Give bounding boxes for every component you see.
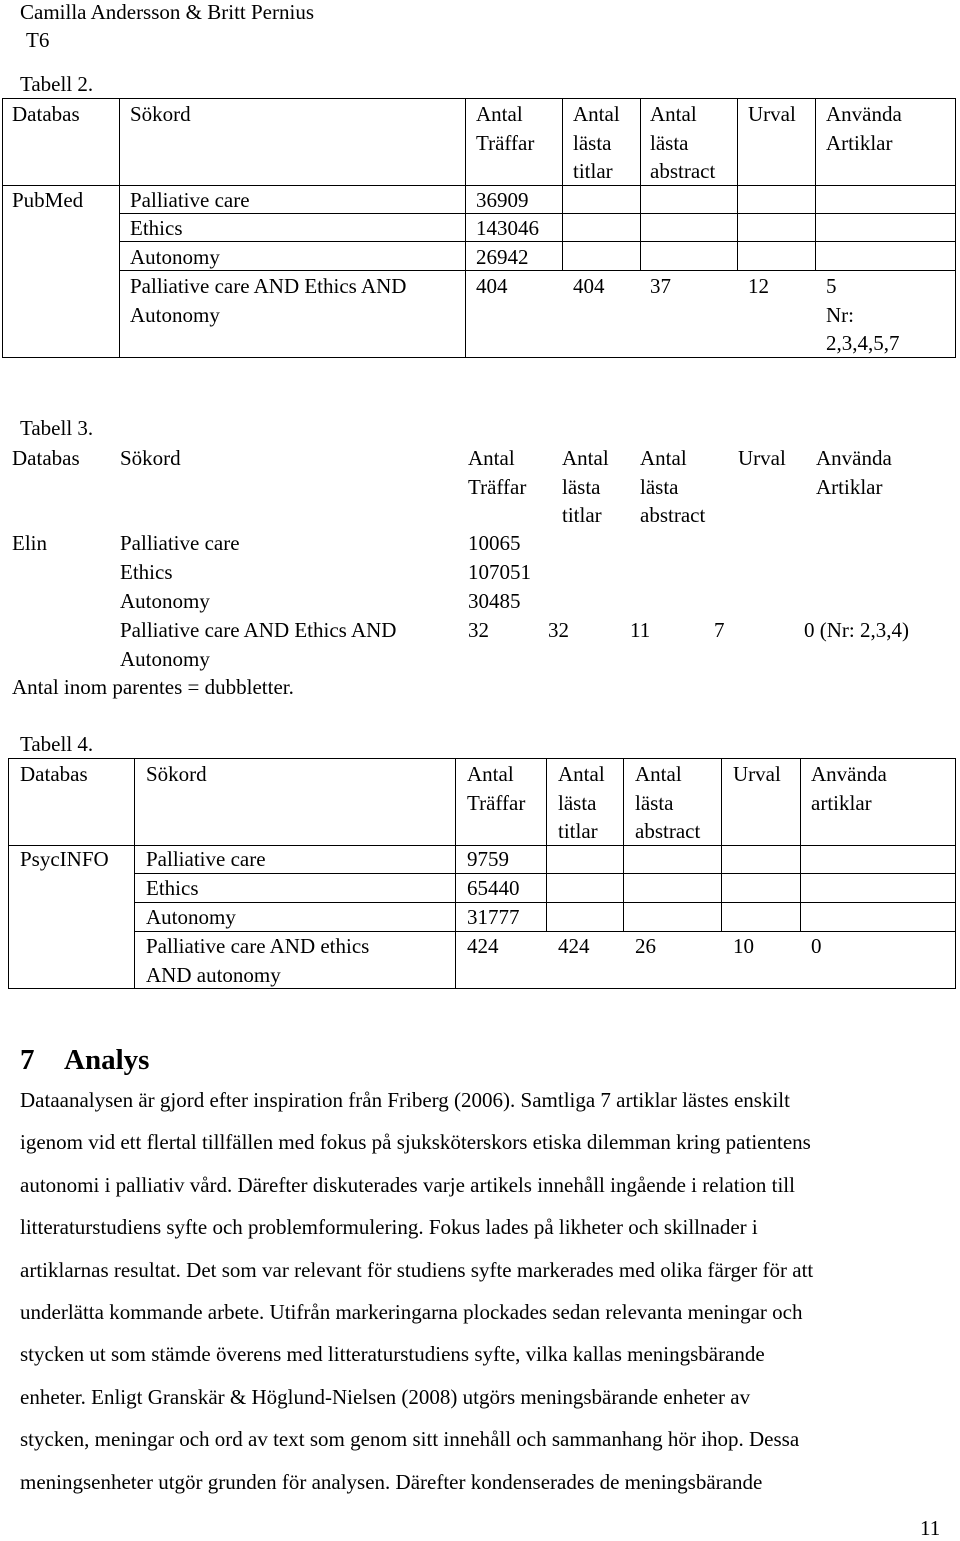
column-header: Antal Träffar: [468, 446, 527, 499]
search-term-cell: Palliative care AND Ethics AND Autonomy: [120, 618, 397, 671]
column-header: Databas: [20, 762, 88, 786]
column-header: Antal Träffar: [467, 762, 526, 815]
hits-cell: 9759: [467, 847, 509, 871]
paragraph-line: autonomi i palliativ vård. Därefter diskuterades varje artikels innehåll ingående i relation till: [20, 1172, 795, 1197]
hits-cell: 107051: [468, 560, 531, 584]
hits-cell: 36909: [476, 188, 529, 212]
column-header: Urval: [748, 102, 796, 126]
search-term-cell: Palliative care AND Ethics AND Autonomy: [130, 274, 407, 327]
paragraph-line: underlätta kommande arbete. Utifrån markeringarna plockades sedan relevanta meningar och: [20, 1300, 803, 1324]
paragraph-line: artiklarnas resultat. Det som var relevant för studiens syfte markerades med olika färger för att: [20, 1257, 814, 1282]
column-header: Antal lästa abstract: [640, 446, 706, 527]
used-articles-cell: 0 (Nr: 2,3,4): [804, 618, 909, 642]
used-articles-cell: 5 Nr: 2,3,4,5,7: [826, 274, 900, 355]
column-header: Antal Träffar: [476, 102, 535, 155]
search-term-cell: Autonomy: [120, 589, 210, 613]
column-header: Sökord: [130, 102, 191, 126]
table-caption: Tabell 2.: [20, 72, 94, 96]
table-note: Antal inom parentes = dubbletter.: [12, 675, 294, 699]
paragraph-line: Dataanalysen är gjord efter inspiration från Friberg (2006). Samtliga 7 artiklar lästes enskilt: [20, 1088, 790, 1112]
abstracts-cell: 11: [630, 618, 651, 642]
paragraph-line: enheter. Enligt Granskär & Höglund-Nielsen (2008) utgörs meningsbärande enheter av: [20, 1384, 751, 1409]
selection-cell: 12: [748, 274, 769, 298]
hits-cell: 65440: [467, 876, 520, 900]
search-term-cell: Palliative care AND ethics AND autonomy: [146, 934, 370, 987]
section-title: Analys: [64, 1044, 150, 1076]
selection-cell: 7: [714, 618, 725, 642]
hits-cell: 26942: [476, 245, 529, 269]
hits-cell: 143046: [476, 216, 539, 240]
hits-cell: 10065: [468, 531, 521, 555]
used-articles-cell: 0: [811, 934, 822, 958]
paragraph-line: meningsenheter utgör grunden för analysen. Därefter kondenserades de meningsbärande: [20, 1469, 763, 1494]
database-cell: PubMed: [12, 188, 84, 212]
column-header: Använda artiklar: [811, 762, 887, 815]
search-term-cell: Palliative care: [120, 531, 240, 555]
search-term-cell: Ethics: [146, 876, 199, 900]
abstracts-cell: 26: [635, 934, 656, 958]
column-header: Databas: [12, 102, 80, 126]
search-term-cell: Autonomy: [130, 245, 220, 269]
column-header: Sökord: [120, 446, 181, 470]
paragraph-line: litteraturstudiens syfte och problemformulering. Fokus lades på likheter och skillnader i: [20, 1215, 758, 1240]
column-header: Urval: [738, 446, 786, 470]
hits-cell: 424: [467, 934, 499, 958]
search-term-cell: Ethics: [120, 560, 173, 584]
database-cell: PsycINFO: [20, 847, 109, 871]
hits-cell: 404: [476, 274, 508, 298]
column-header: Använda Artiklar: [816, 446, 892, 499]
section-number: 7: [20, 1044, 35, 1076]
hits-cell: 32: [468, 618, 489, 642]
titles-cell: 424: [558, 934, 590, 958]
column-header: Antal lästa abstract: [650, 102, 716, 183]
column-header: Databas: [12, 446, 80, 470]
column-header: Antal lästa titlar: [562, 446, 609, 527]
search-term-cell: Palliative care: [146, 847, 266, 871]
abstracts-cell: 37: [650, 274, 671, 298]
titles-cell: 404: [573, 274, 605, 298]
column-header: Använda Artiklar: [826, 102, 902, 155]
column-header: Antal lästa titlar: [573, 102, 620, 183]
column-header: Antal lästa titlar: [558, 762, 605, 843]
page-number: 11: [920, 1516, 941, 1540]
header-authors: Camilla Andersson & Britt Pernius: [20, 0, 314, 24]
search-term-cell: Palliative care: [130, 188, 250, 212]
selection-cell: 10: [733, 934, 754, 958]
paragraph-line: stycken ut som stämde överens med litteraturstudiens syfte, vilka kallas meningsbärande: [20, 1342, 765, 1367]
search-term-cell: Autonomy: [146, 905, 236, 929]
hits-cell: 30485: [468, 589, 521, 613]
column-header: Sökord: [146, 762, 207, 786]
database-cell: Elin: [12, 531, 47, 555]
titles-cell: 32: [548, 618, 569, 642]
header-code: T6: [26, 28, 50, 52]
table-caption: Tabell 4.: [20, 732, 94, 756]
hits-cell: 31777: [467, 905, 520, 929]
search-term-cell: Ethics: [130, 216, 183, 240]
paragraph-line: igenom vid ett flertal tillfällen med fokus på sjuksköterskors etiska dilemman kring patientens: [20, 1130, 811, 1155]
column-header: Urval: [733, 762, 781, 786]
table-caption: Tabell 3.: [20, 416, 94, 440]
paragraph-line: stycken, meningar och ord av text som genom sitt innehåll och sammanhang hör ihop. Dessa: [20, 1427, 800, 1452]
column-header: Antal lästa abstract: [635, 762, 701, 843]
